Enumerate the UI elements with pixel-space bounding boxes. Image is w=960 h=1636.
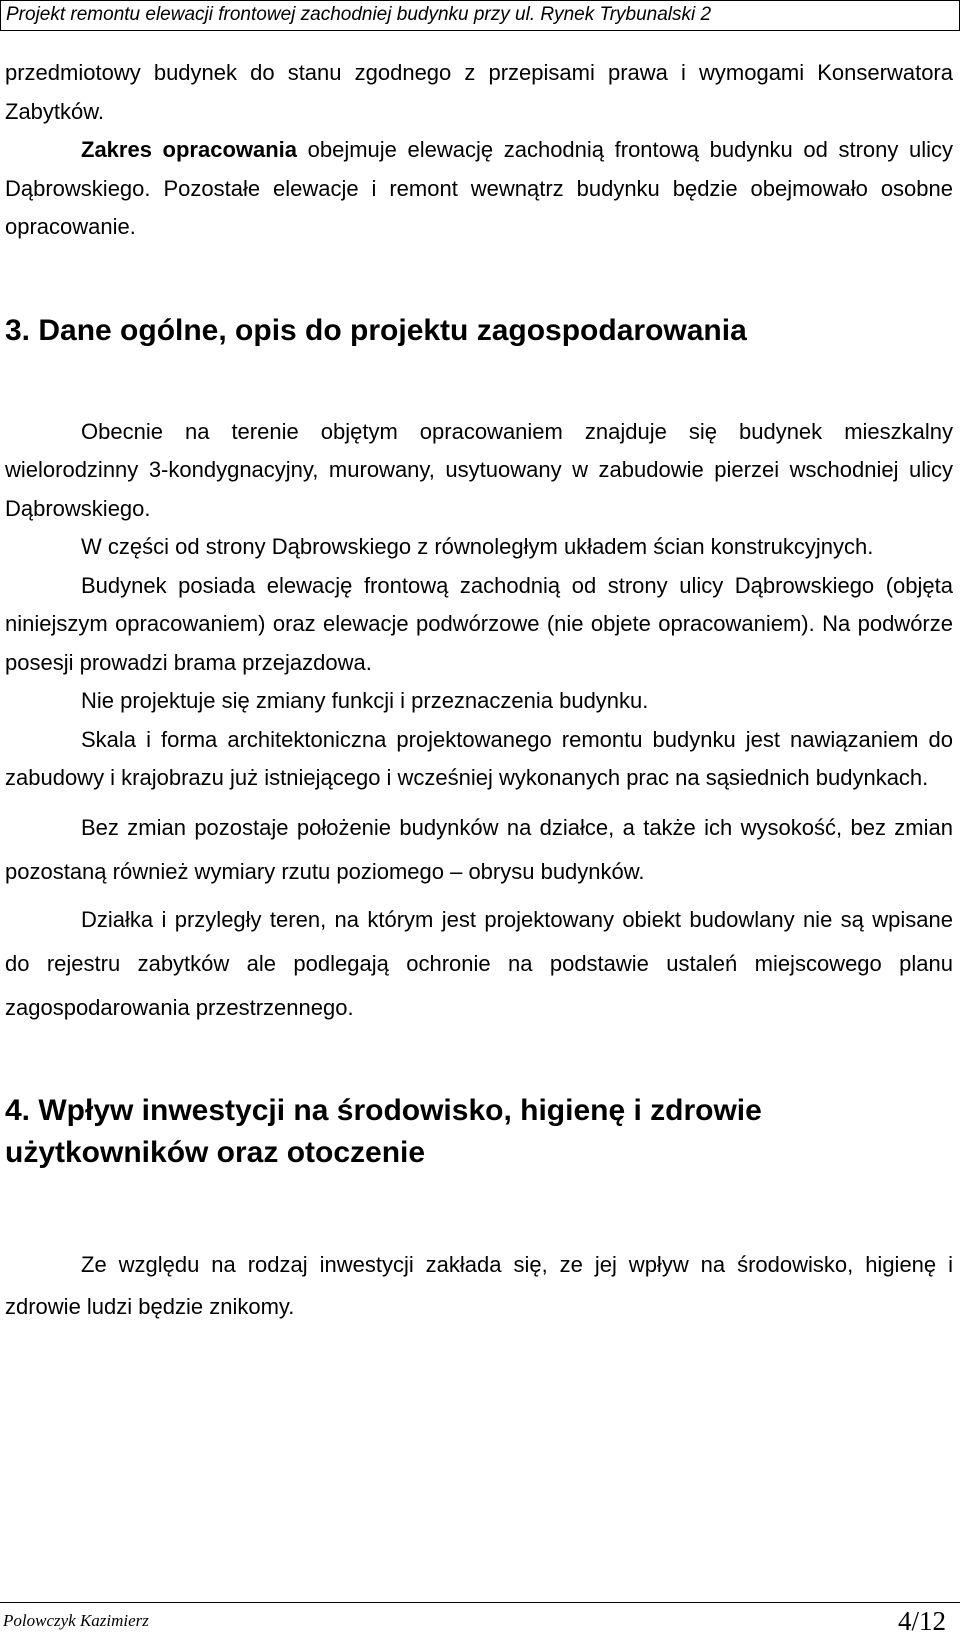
section-3-paragraph: Obecnie na terenie objętym opracowaniem znajduje się budynek mieszkalny wielorodzinny 3-kondygnacyjny, murowany, usytuowany w zabudowie pierzei wschodniej ulicy Dąbrowskiego. [5,418,953,521]
running-header [0,0,960,31]
section-4-heading [5,1090,953,1174]
section-3-paragraph: Skala i forma architektoniczna projektowanego remontu budynku jest nawiązaniem do zabudowy i krajobrazu już istniejącego i wcześniej wykonanych prac na sąsiednich budynkach. [5,726,953,790]
section-3-body [5,413,953,1030]
section-3-heading: 3. Dane ogólne, opis do projektu zagospodarowania [5,313,747,347]
footer-author: Polowczyk Kazimierz [3,1611,149,1630]
section-4-heading-line-2: użytkowników oraz otoczenie [5,1135,426,1169]
scope-label: Zakres opracowania [81,137,298,162]
section-3-paragraph: W części od strony Dąbrowskiego z równoległym układem ścian konstrukcyjnych. [81,534,874,559]
header-title: Projekt remontu elewacji frontowej zachodniej budynku przy ul. Rynek Trybunalski 2 [6,4,712,25]
section-3-paragraph: Budynek posiada elewację frontową zachodnią od strony ulicy Dąbrowskiego (objęta niniejszym opracowaniem) oraz elewacje podwórzowe (nie objete opracowaniem). Na podwórze posesji prowadzi brama przejazdowa. [5,572,953,675]
section-4-heading-line-1: 4. Wpływ inwestycji na środowisko, higienę i zdrowie [5,1093,762,1127]
footer-divider [0,1602,960,1603]
section-3-paragraph: Działka i przyległy teren, na którym jest projektowany obiekt budowlany nie są wpisane do rejestru zabytków ale podlegają ochronie na podstawie ustaleń miejscowego planu zagospodarowania przestrzennego. [5,906,953,1020]
section-3-paragraph: Bez zmian pozostaje położenie budynków na działce, a także ich wysokość, bez zmian pozostaną również wymiary rzutu poziomego – obrysu budynków. [5,814,953,884]
section-4-paragraph: Ze względu na rodzaj inwestycji zakłada się, ze jej wpływ na środowisko, higienę i zdrowie ludzi będzie znikomy. [5,1251,953,1319]
document-body [5,54,953,1328]
intro-paragraph-1: przedmiotowy budynek do stanu zgodnego z przepisami prawa i wymogami Konserwatora Zabytków. [5,60,953,124]
scope-text: obejmuje elewację zachodnią frontową budynku od strony ulicy Dąbrowskiego. Pozostałe elewacje i remont wewnątrz budynku będzie obejmowało osobne opracowanie. [5,137,953,239]
section-3-paragraph: Nie projektuje się zmiany funkcji i przeznaczenia budynku. [81,688,649,713]
page-number: 4/12 [897,1606,946,1636]
intro-paragraph-2 [5,131,953,247]
